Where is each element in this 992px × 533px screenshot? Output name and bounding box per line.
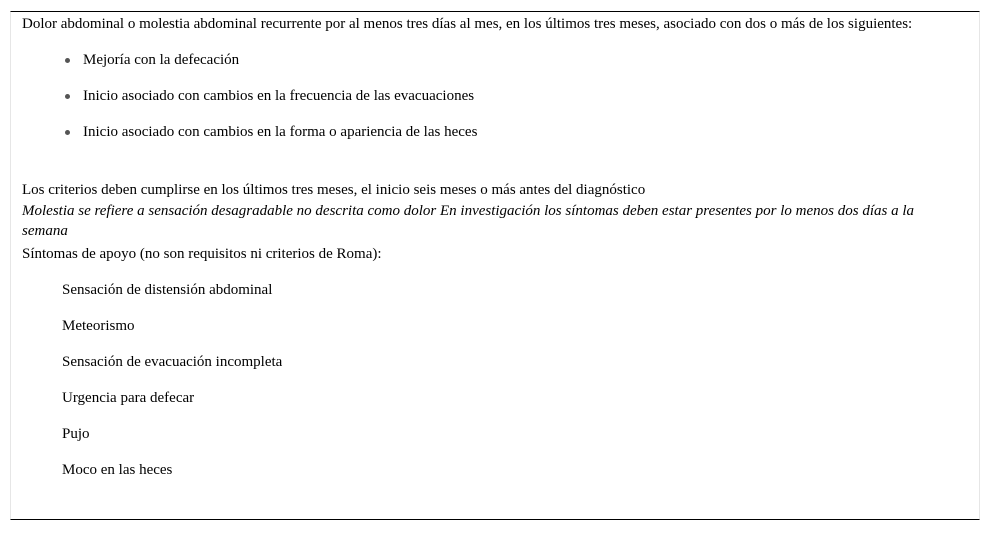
bullet-item [83, 86, 474, 106]
support-item: Sensación de distensión abdominal [62, 282, 273, 298]
support-item: Moco en las heces [62, 462, 173, 478]
bullet-text: Inicio asociado con cambios en la forma o apariencia de las heces [83, 124, 478, 140]
support-item: Pujo [62, 426, 90, 442]
criteria-note: Los criterios deben cumplirse en los últimos tres meses, el inicio seis meses o más antes del diagnóstico [22, 182, 646, 198]
bullet-text: Mejoría con la defecación [83, 52, 240, 68]
bullet-text: Inicio asociado con cambios en la frecuencia de las evacuaciones [83, 88, 475, 104]
bullet-item [83, 50, 239, 70]
criteria-table [10, 11, 980, 520]
support-item: Meteorismo [62, 318, 135, 334]
bullet-dot-icon [65, 58, 70, 63]
bullet-dot-icon [65, 94, 70, 99]
italic-note: Molestia se refiere a sensación desagradable no descrita como dolor En investigación los síntomas deben estar presentes por lo menos dos días a la semana [22, 203, 914, 239]
support-item: Urgencia para defecar [62, 390, 195, 406]
bullet-item [83, 122, 477, 142]
intro-text: Dolor abdominal o molestia abdominal recurrente por al menos tres días al mes, en los últimos tres meses, asociado con dos o más de los siguientes: [22, 16, 913, 32]
support-item: Sensación de evacuación incompleta [62, 354, 283, 370]
bullet-dot-icon [65, 130, 70, 135]
support-heading: Síntomas de apoyo (no son requisitos ni criterios de Roma): [22, 246, 382, 262]
